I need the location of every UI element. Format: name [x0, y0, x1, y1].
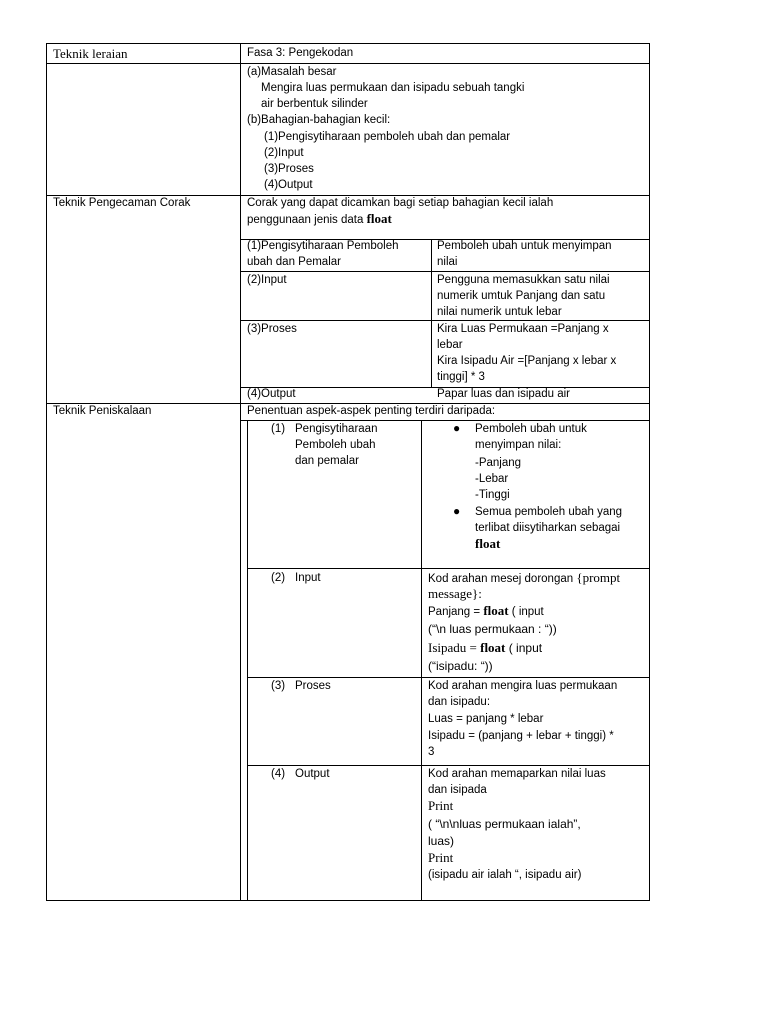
code-line-text: ( input — [508, 606, 544, 618]
code-line: Kod arahan mengira luas permukaan — [428, 680, 618, 692]
bullet-icon: ● — [453, 421, 461, 435]
code-line-text: ( input — [505, 641, 543, 655]
subproblem-item: (1)Pengisytiharaan pemboleh ubah dan pemalar — [264, 131, 511, 143]
abstraction-label: Pengisytiharaan — [295, 423, 378, 435]
abstraction-intro: Penentuan aspek-aspek penting terdiri daripada: — [247, 405, 496, 417]
row-label-peniskalaan: Teknik Peniskalaan — [53, 405, 152, 417]
inner-left-border-row3 — [247, 420, 248, 901]
abstraction-number: (4) — [271, 768, 286, 780]
abstraction-number: (3) — [271, 680, 286, 692]
code-line-text: Kod arahan mesej dorongan — [428, 573, 577, 585]
code-line: dan isipada — [428, 784, 487, 796]
pattern-value: numerik umtuk Panjang dan satu — [437, 290, 606, 302]
pattern-value: nilai — [437, 256, 458, 268]
abstraction-number: (2) — [271, 572, 286, 584]
bullet-icon: ● — [453, 504, 461, 518]
pattern-value: nilai numerik untuk lebar — [437, 306, 562, 318]
pattern-key: (4)Output — [247, 388, 296, 400]
pattern-value: Papar luas dan isipadu air — [437, 388, 570, 400]
code-line: dan isipadu: — [428, 696, 491, 708]
code-line: Kod arahan memaparkan nilai luas — [428, 768, 606, 780]
row-divider — [47, 63, 649, 64]
subproblem-item: (4)Output — [264, 179, 313, 191]
code-line: message}: — [428, 586, 482, 601]
code-line: Print — [428, 798, 454, 813]
phase-title: Fasa 3: Pengekodan — [247, 47, 354, 59]
column-divider-row2 — [431, 239, 432, 387]
column-divider-main — [240, 44, 241, 901]
float-keyword: float — [366, 211, 392, 226]
pattern-key: (1)Pengisytiharaan Pemboleh — [247, 240, 399, 252]
code-line: (“\n luas permukaan : “)) — [428, 622, 557, 636]
code-line — [428, 603, 544, 620]
abstraction-label: Pemboleh ubah — [295, 439, 376, 451]
code-line: (“isipadu: “)) — [428, 659, 493, 673]
pattern-intro: Corak yang dapat dicamkan bagi setiap bahagian kecil ialah — [247, 197, 554, 209]
float-keyword: float — [475, 536, 501, 551]
float-keyword: float — [483, 603, 509, 618]
abstraction-detail: -Tinggi — [475, 489, 510, 501]
code-line-text: Panjang = — [428, 606, 484, 618]
pattern-key: (2)Input — [247, 274, 287, 286]
abstraction-detail: Pemboleh ubah untuk — [475, 423, 587, 435]
pattern-value: Kira Isipadu Air =[Panjang x lebar x — [437, 355, 617, 367]
big-problem-text: Mengira luas permukaan dan isipadu sebuah tangki — [261, 82, 525, 94]
code-line-text: Isipadu = — [428, 640, 481, 655]
code-line: Isipadu = (panjang + lebar + tinggi) * — [428, 730, 614, 742]
subproblem-item: (2)Input — [264, 147, 304, 159]
row-divider — [247, 568, 649, 569]
float-keyword: float — [480, 640, 506, 655]
pattern-value: Pengguna memasukkan satu nilai — [437, 274, 610, 286]
abstraction-detail: menyimpan nilai: — [475, 439, 562, 451]
pattern-value: lebar — [437, 339, 463, 351]
code-line: luas) — [428, 834, 455, 848]
pattern-value: Pemboleh ubah untuk menyimpan — [437, 240, 612, 252]
row-label-pengecaman-corak: Teknik Pengecaman Corak — [53, 197, 191, 209]
code-line — [428, 640, 542, 657]
big-problem-text: air berbentuk silinder — [261, 98, 368, 110]
abstraction-label: Proses — [295, 680, 331, 692]
abstraction-label: dan pemalar — [295, 455, 359, 467]
pattern-key: ubah dan Pemalar — [247, 256, 341, 268]
pattern-intro-text: penggunaan jenis data — [247, 214, 367, 226]
abstraction-number: (1) — [271, 423, 286, 435]
abstraction-label: Output — [295, 768, 330, 780]
pattern-value: Kira Luas Permukaan =Panjang x — [437, 323, 609, 335]
abstraction-detail: -Panjang — [475, 457, 522, 469]
code-line — [428, 570, 620, 587]
column-divider-row3 — [421, 420, 422, 901]
code-line: Print — [428, 850, 454, 865]
code-line: Luas = panjang * lebar — [428, 713, 544, 725]
pattern-value: tinggi] * 3 — [437, 371, 485, 383]
subproblems-label: (b)Bahagian-bahagian kecil: — [247, 114, 391, 126]
abstraction-detail: -Lebar — [475, 473, 509, 485]
code-line: (isipadu air ialah “, isipadu air) — [428, 869, 582, 881]
code-line: ( “\n\nluas permukaan ialah”, — [428, 817, 581, 831]
row-label-teknik-leraian: Teknik leraian — [53, 46, 128, 61]
pattern-intro — [247, 211, 392, 228]
abstraction-detail: terlibat diisytiharkan sebagai — [475, 522, 621, 534]
abstraction-label: Input — [295, 572, 321, 584]
abstraction-detail: Semua pemboleh ubah yang — [475, 506, 623, 518]
big-problem-label: (a)Masalah besar — [247, 66, 337, 78]
code-line-text: {prompt — [576, 570, 621, 585]
document-table — [46, 43, 650, 901]
subproblem-item: (3)Proses — [264, 163, 314, 175]
pattern-key: (3)Proses — [247, 323, 297, 335]
code-line: 3 — [428, 746, 435, 758]
